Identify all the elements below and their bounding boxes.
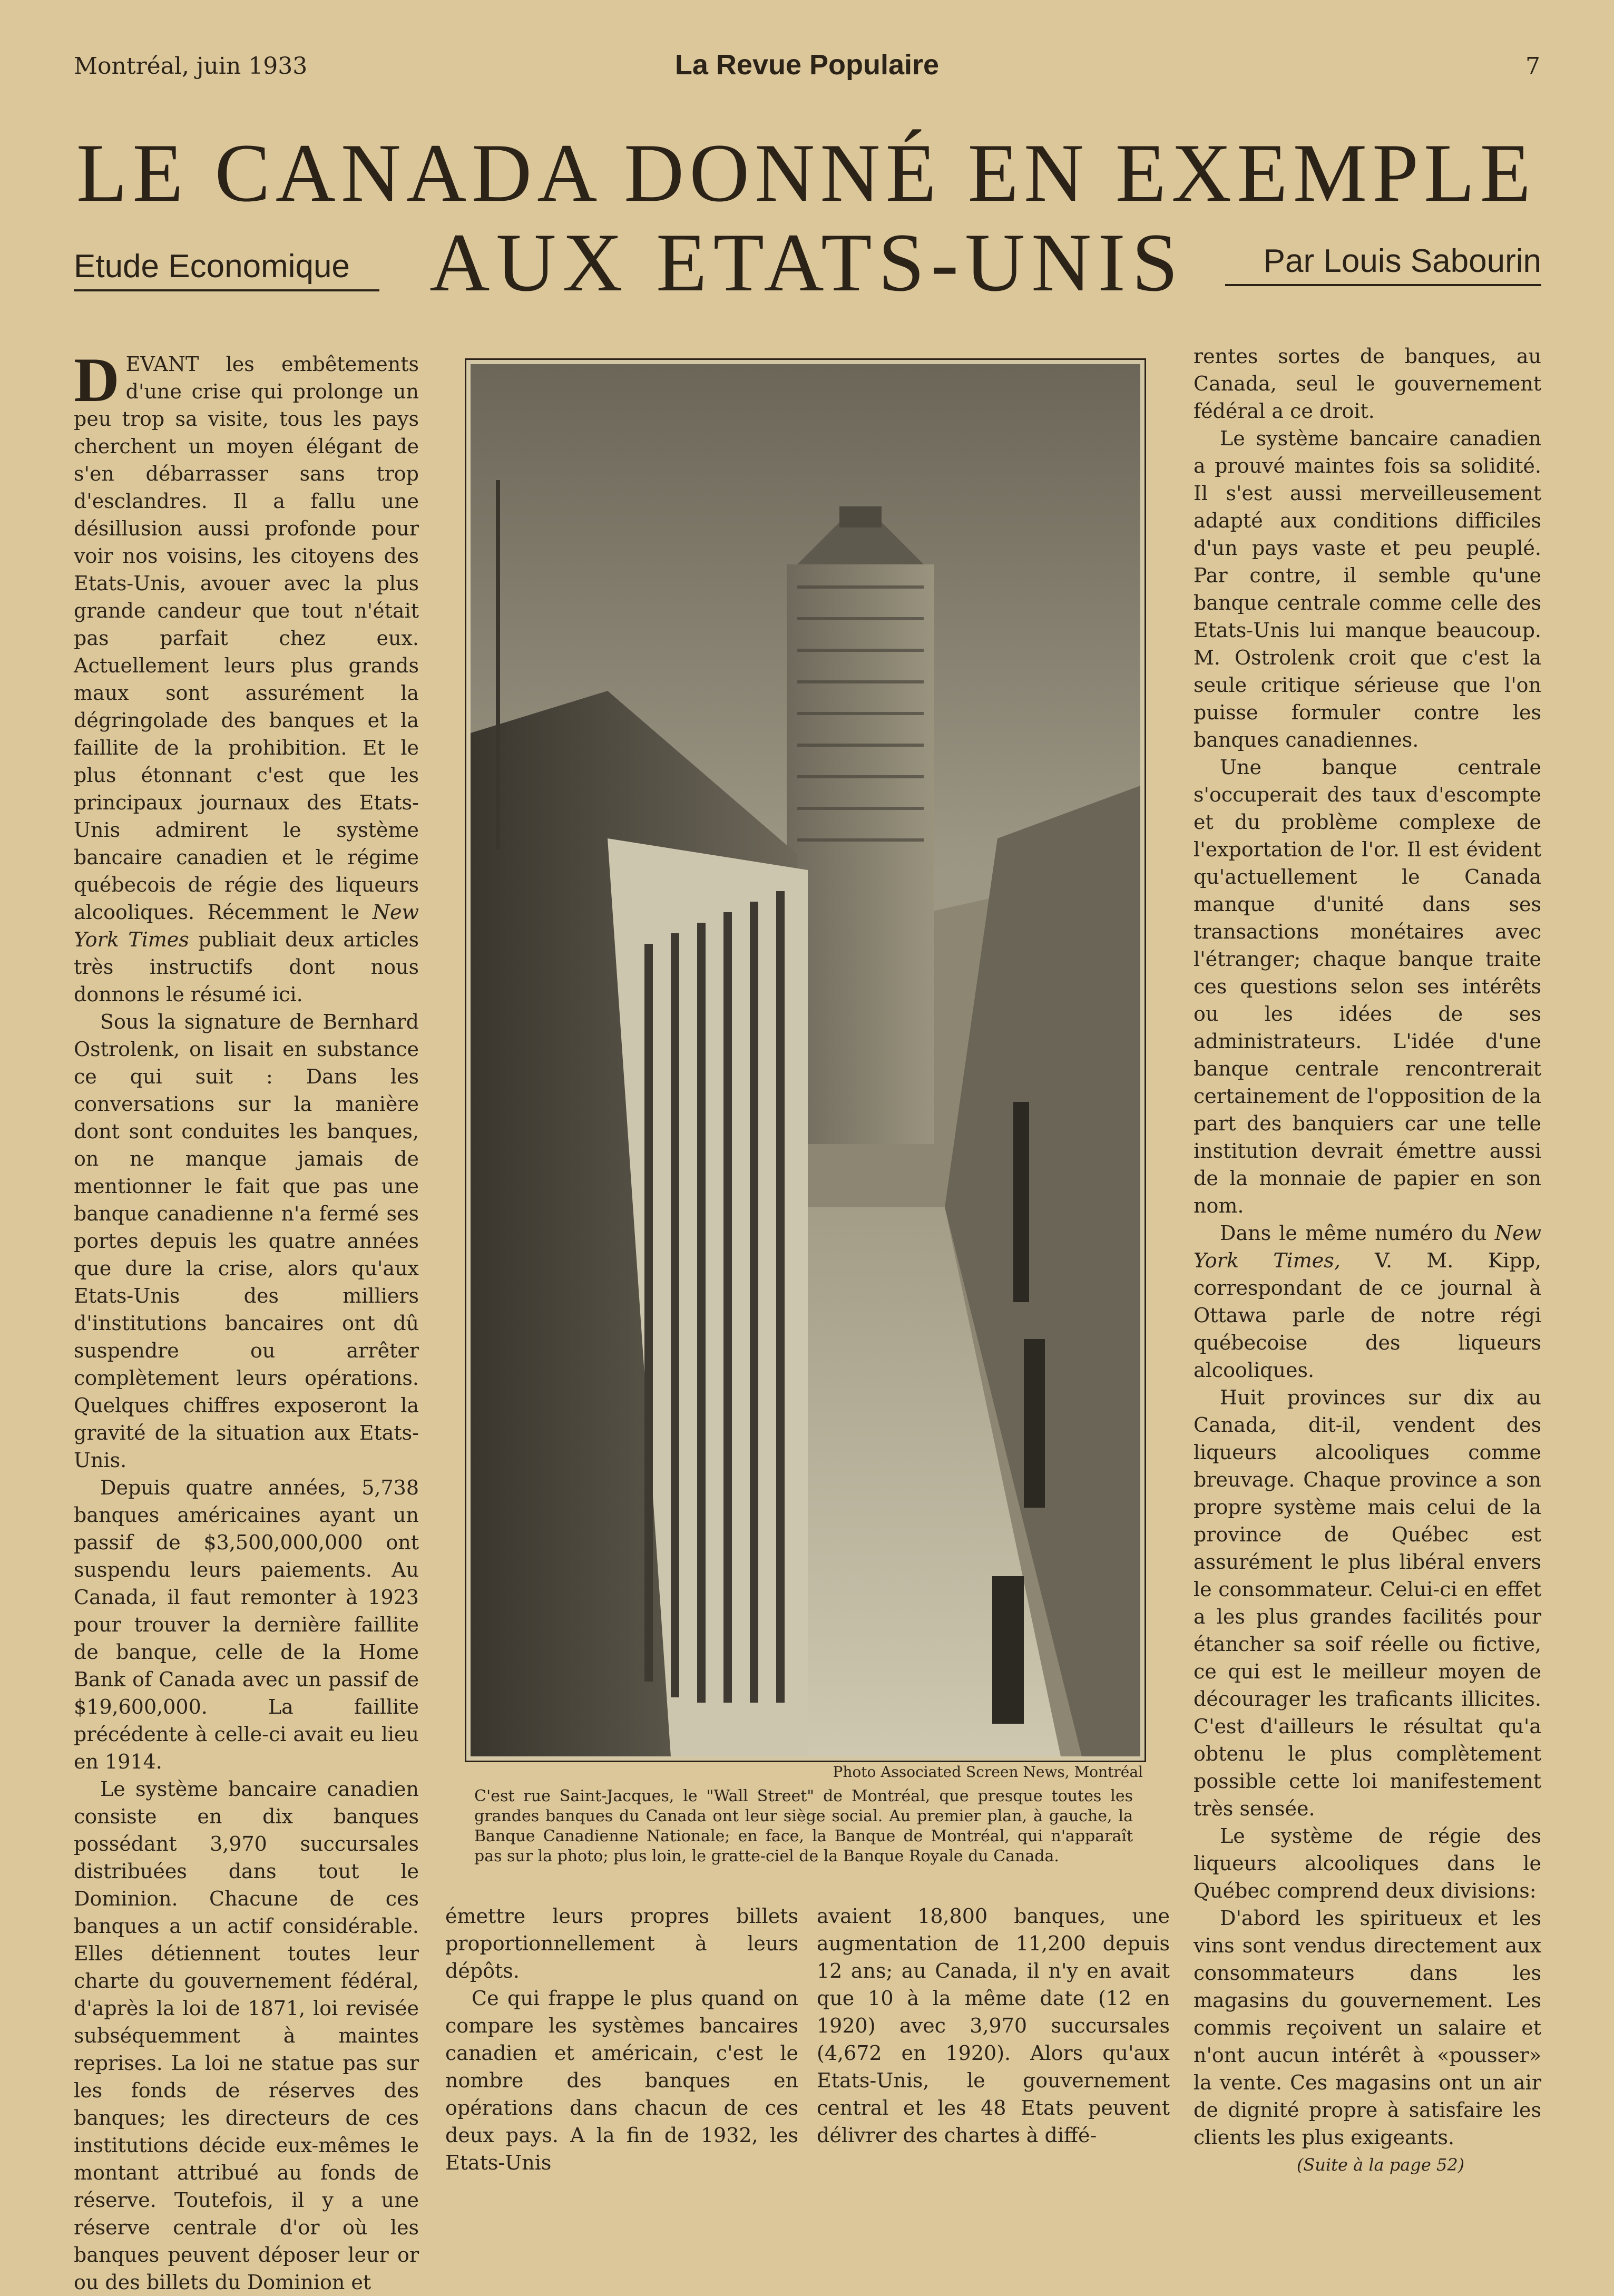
page-number: 7	[1525, 53, 1540, 80]
paragraph: Le système bancaire canadien consiste en dix banques possédant 3,970 succursales distribuées dans tout le Dominion. Chacune de ces banques a un actif considérable. Elles détiennent toutes leur charte du gouvernement fédéral, d'après la loi de 1871, loi revisée subséquemment à maintes reprises. La loi ne statue pas sur les fonds de réserves des banques; les directeurs de ces institutions décide eux-mêmes le montant attribué au fonds de réserve. Toutefois, il y a une réserve centrale d'or où les banques peuvent déposer leur or ou des billets du Dominion et	[74, 1777, 419, 2294]
byline: Par Louis Sabourin	[1225, 242, 1541, 286]
magazine-title: La Revue Populaire	[674, 49, 940, 81]
paragraph: Depuis quatre années, 5,738 banques américaines ayant un passif de $3,500,000,000 ont suspendu leurs paiements. Au Canada, il faut remonter à 1923 pour trouver la dernière faillite de banque, celle de la Home Bank of Canada avec un passif de $19,600,000. La faillite précédente à celle-ci avait eu lieu en 1914.	[74, 1476, 419, 1773]
paragraph: DEVANT les embêtements d'une crise qui prolonge un peu trop sa visite, tous les pays cherchent un moyen élégant de s'en débarrasser sans trop d'esclandres. Il a fallu une désillusion aussi profonde pour voir nos voisins, les citoyens des Etats-Unis, avouer avec la plus grande candeur que tout n'était pas parfait chez eux. Actuellement leurs plus grands maux sont assurément la dégringolade des banques et la faillite de la prohibition. Et le plus étonnant c'est que les principaux journaux des Etats-Unis admirent le système bancaire canadien et le régime québecois de régie des liqueurs alcooliques. Récemment le New York Times publiait deux articles très instructifs dont nous donnons le résumé ici.	[74, 345, 419, 1006]
paragraph: rentes sortes de banques, au Canada, seul le gouvernement fédéral a ce droit.	[1194, 345, 1541, 423]
paragraph: avaient 18,800 banques, une augmentation de 11,200 depuis 12 ans; au Canada, il n'y en avait que 10 à la même date (12 en 1920) avec 3,970 succursales (4,672 en 1920). Alors qu'aux Etats-Unis, le gouvernement central et les 48 Etats peuvent délivrer des chartes à diffé-	[817, 1904, 1170, 2147]
paragraph: Huit provinces sur dix au Canada, dit-il, vendent des liqueurs alcooliques comme breuvage. Chaque province a son propre système mais celui de la province de Québec est assurément le plus libéral envers le consommateur. Celui-ci en effet a les plus grandes facilités pour étancher sa soif réelle ou fictive, ce qui est le meilleur moyen de décourager les traficants illicites. C'est d'ailleurs le résultat qu'a obtenu le plus complètement possible cette loi manifestement très sensée.	[1194, 1386, 1541, 1820]
newspaper-name: New York Times,	[1194, 1222, 1541, 1272]
newspaper-name: New York Times	[74, 901, 419, 951]
paragraph: D'abord les spiritueux et les vins sont vendus directement aux consommateurs dans les magasins du gouvernement. Les commis reçoivent un salaire et n'ont aucun intérêt à «pousser» la vente. Ces magasins ont un air de dignité propre à satisfaire les clients les plus exigeants.	[1194, 1907, 1541, 2149]
paragraph: Une banque centrale s'occuperait des taux d'escompte et du problème complexe de l'exportation de l'or. Il est évident qu'actuellement le Canada manque d'unité dans ses transactions monétaires avec l'étranger; chaque banque traite ces questions selon ses intérêts ou les idées de ses administrateurs. L'idée d'une banque centrale rencontrerait certainement de l'opposition de la part des banquiers car une telle institution devrait émettre aussi de la monnaie de papier en son nom.	[1194, 756, 1541, 1217]
article-column-2	[445, 1902, 798, 2176]
headline-line-1: LE CANADA DONNÉ EN EXEMPLE	[76, 127, 1537, 219]
continued-note: (Suite à la page 52)	[1296, 2155, 1465, 2175]
article-column-4	[1194, 343, 1541, 2178]
paragraph: Dans le même numéro du New York Times, V. M. Kipp, correspondant de ce journal à Ottawa parle de notre régi québecoise des liqueurs alcooliques.	[1194, 1222, 1541, 1382]
paragraph: Le système de régie des liqueurs alcooliques dans le Québec comprend deux divisions:	[1194, 1824, 1541, 1902]
photo-illustration	[471, 364, 1140, 1756]
paragraph: émettre leurs propres billets proportionnellement à leurs dépôts.	[445, 1904, 798, 1982]
section-label: Etude Economique	[74, 248, 379, 291]
article-column-3	[817, 1902, 1170, 2149]
paragraph: Sous la signature de Bernhard Ostrolenk, on lisait en substance ce qui suit : Dans les conversations sur la manière dont sont conduites les banques, on ne manque jamais de mentionner le fait que pas une banque canadienne n'a fermé ses portes depuis les quatre années que dure la crise, alors qu'aux Etats-Unis des milliers d'institutions bancaires ont dû suspendre ou arrêter complètement leurs opérations. Quelques chiffres exposeront la gravité de la situation aux Etats-Unis.	[74, 1010, 419, 1472]
headline-line-2: AUX ETATS-UNIS	[429, 217, 1185, 309]
article-column-1	[74, 345, 419, 2296]
issue-date: Montréal, juin 1933	[74, 53, 308, 80]
photo-caption: C'est rue Saint-Jacques, le "Wall Street" de Montréal, que presque toutes les grandes banques du Canada ont leur siège social. Au premier plan, à gauche, la Banque Canadienne Nationale; en face, la Banque de Montréal, qui n'apparaît pas sur la photo; plus loin, le gratte-ciel de la Banque Royale du Canada.	[474, 1787, 1133, 1865]
paragraph: Le système bancaire canadien a prouvé maintes fois sa solidité. Il s'est aussi merveilleusement adapté aux conditions difficiles d'un pays vaste et peu peuplé. Par contre, il semble qu'une banque centrale comme celle des Etats-Unis lui manque beaucoup. M. Ostrolenk croit que c'est la seule critique sérieuse que l'on puisse formuler contre les banques canadiennes.	[1194, 427, 1541, 751]
paragraph: Ce qui frappe le plus quand on compare les systèmes bancaires canadien et américain, c'est le nombre des banques en opérations dans chacun de ces deux pays. A la fin de 1932, les Etats-Unis	[445, 1987, 798, 2174]
drop-cap: D	[74, 345, 120, 415]
photo-credit: Photo Associated Screen News, Montréal	[833, 1763, 1143, 1781]
street-photo	[465, 358, 1146, 1762]
